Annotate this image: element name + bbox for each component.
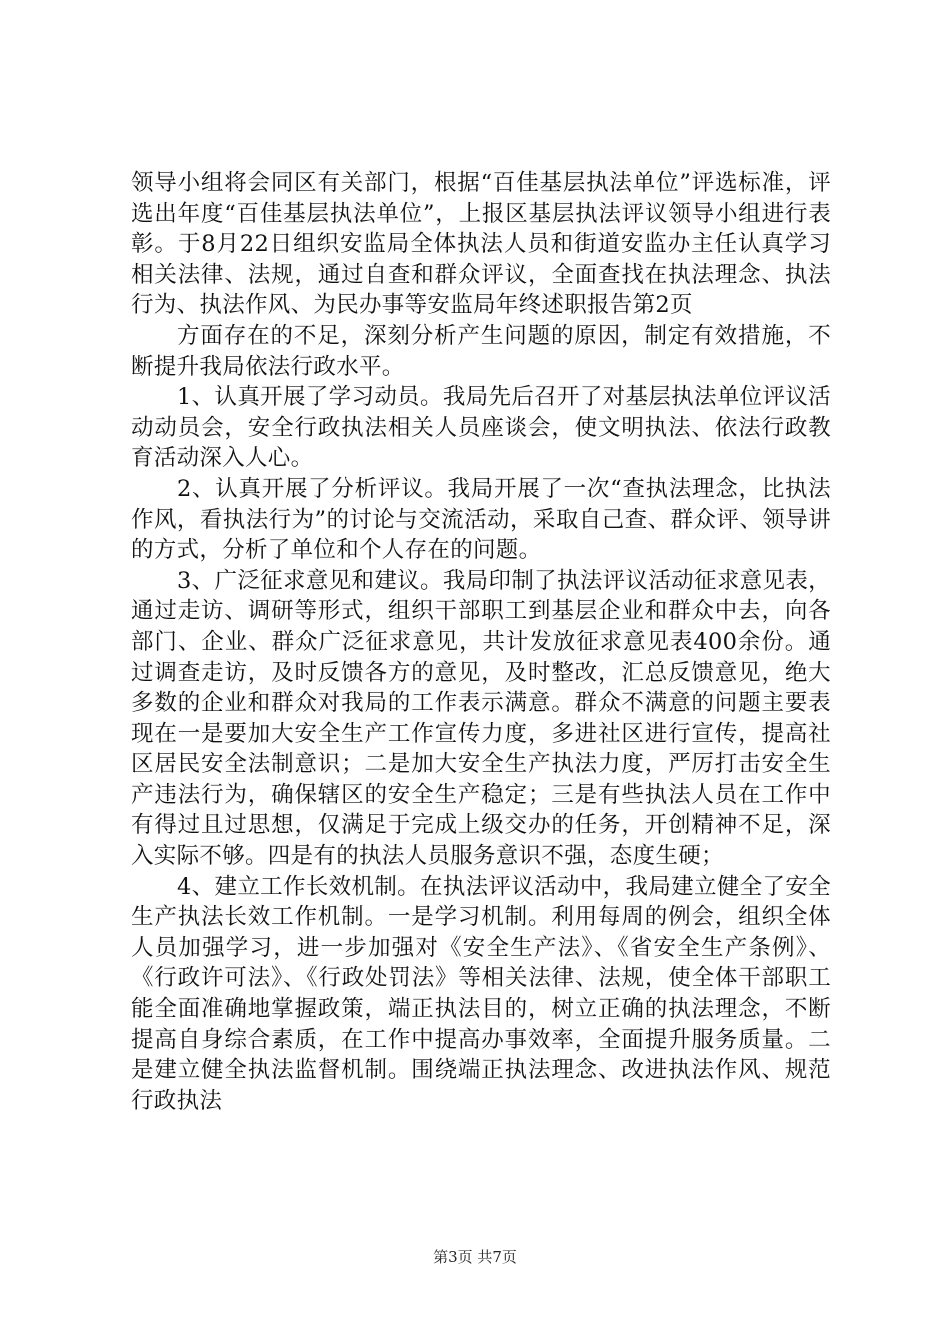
page-footer: 第3页 共7页 <box>433 1248 517 1266</box>
paragraph-1: 领导小组将会同区有关部门，根据“百佳基层执法单位”评选标准，评选出年度“百佳基层执法单位”，上报区基层执法评议领导小组进行表彰。于8月22日组织安监局全体执法人员和街道安监办主任认真学习相关法律、法规，通过自查和群众评议，全面查找在执法理念、执法行为、执法作风、为民办事等安监局年终述职报告第2页 <box>131 170 831 319</box>
paragraph-2: 方面存在的不足，深刻分析产生问题的原因，制定有效措施，不断提升我局依法行政水平。 <box>131 322 831 380</box>
paragraph-6: 4、建立工作长效机制。在执法评议活动中，我局建立健全了安全生产执法长效工作机制。一是学习机制。利用每周的例会，组织全体人员加强学习，进一步加强对《安全生产法》、《省安全生产条例》、《行政许可法》、《行政处罚法》等相关法律、法规，使全体干部职工能全面准确地掌握政策，端正执法目的，树立正确的执法理念，不断提高自身综合素质，在工作中提高办事效率，全面提升服务质量。二是建立健全执法监督机制。围绕端正执法理念、改进执法作风、规范行政执法 <box>131 873 831 1114</box>
paragraph-5: 3、广泛征求意见和建议。我局印制了执法评议活动征求意见表，通过走访、调研等形式，组织干部职工到基层企业和群众中去，向各部门、企业、群众广泛征求意见，共计发放征求意见表400余份。通过调查走访，及时反馈各方的意见，及时整改，汇总反馈意见，绝大多数的企业和群众对我局的工作表示满意。群众不满意的问题主要表现在一是要加大安全生产工作宣传力度，多进社区进行宣传，提高社区居民安全法制意识；二是加大安全生产执法力度，严厉打击安全生产违法行为，确保辖区的安全生产稳定；三是有些执法人员在工作中有得过且过思想，仅满足于完成上级交办的任务，开创精神不足，深入实际不够。四是有的执法人员服务意识不强，态度生硬； <box>131 567 831 870</box>
document-body <box>131 168 831 1116</box>
paragraph-3: 1、认真开展了学习动员。我局先后召开了对基层执法单位评议活动动员会，安全行政执法相关人员座谈会，使文明执法、依法行政教育活动深入人心。 <box>131 384 831 472</box>
paragraph-4: 2、认真开展了分析评议。我局开展了一次“查执法理念，比执法作风，看执法行为”的讨论与交流活动，采取自己查、群众评、领导讲的方式，分析了单位和个人存在的问题。 <box>131 475 831 564</box>
